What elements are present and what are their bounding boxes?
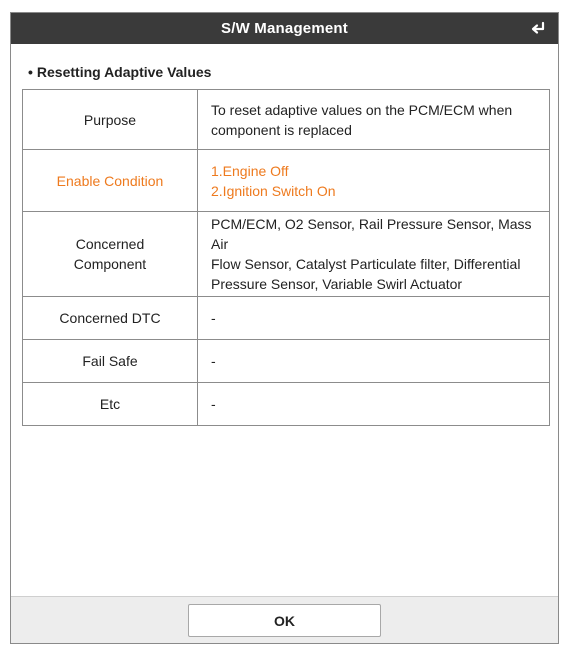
info-table	[22, 89, 550, 426]
row-label: Fail Safe	[23, 340, 198, 383]
row-value	[198, 90, 550, 150]
value-line: 1.Engine Off	[211, 162, 289, 179]
row-label: Etc	[23, 383, 198, 426]
row-value: -	[198, 383, 550, 426]
section-heading	[28, 64, 211, 80]
title-bar	[11, 13, 558, 44]
row-value: -	[198, 340, 550, 383]
dialog-footer	[11, 596, 558, 643]
value-line: Pressure Sensor, Variable Swirl Actuator	[211, 276, 463, 292]
value-line: 2.Ignition Switch On	[211, 182, 336, 199]
heading-text: Resetting Adaptive Values	[36, 64, 212, 80]
table-row-concerned-dtc	[23, 297, 550, 340]
label-line: Concerned	[75, 236, 145, 252]
table-row-concerned-component	[23, 212, 550, 297]
window-title: S/W Management	[221, 20, 348, 37]
ok-button[interactable]: OK	[188, 604, 381, 637]
heading-bullet: •	[28, 64, 33, 80]
row-value	[198, 150, 550, 212]
back-button[interactable]	[528, 19, 548, 39]
row-label: Purpose	[23, 90, 198, 150]
row-value: -	[198, 297, 550, 340]
row-label: Concerned DTC	[23, 297, 198, 340]
return-arrow-icon	[529, 20, 547, 38]
table-row-enable-condition	[23, 150, 550, 212]
value-line: PCM/ECM, O2 Sensor, Rail Pressure Sensor, Mass Air	[211, 216, 532, 252]
row-value	[198, 212, 550, 297]
label-line: Component	[73, 256, 147, 272]
table-row-etc	[23, 383, 550, 426]
value-line: To reset adaptive values on the PCM/ECM when	[211, 101, 513, 118]
sw-management-dialog	[10, 12, 559, 644]
row-label	[23, 212, 198, 297]
value-line: component is replaced	[211, 121, 352, 138]
row-label: Enable Condition	[23, 150, 198, 212]
value-line: Flow Sensor, Catalyst Particulate filter, Differential	[211, 256, 521, 272]
table-row-purpose	[23, 90, 550, 150]
table-row-fail-safe	[23, 340, 550, 383]
